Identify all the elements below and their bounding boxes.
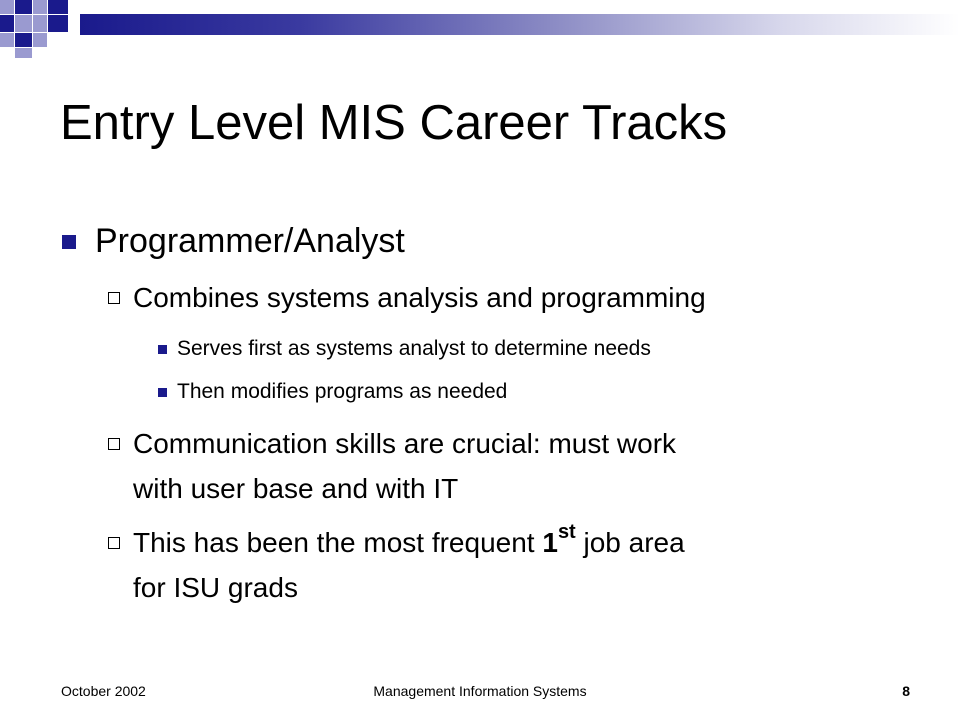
bullet-communication-line1: Communication skills are crucial: must work [133, 428, 677, 459]
bullet-combines: Combines systems analysis and programming [133, 282, 706, 313]
bullet-square-icon [62, 235, 76, 249]
bullet-small-square-icon [158, 388, 167, 397]
bullet-hollow-square-icon [108, 292, 120, 304]
bullet-programmer-analyst: Programmer/Analyst [95, 222, 405, 260]
bullet-hollow-square-icon [108, 537, 120, 549]
footer-page-number: 8 [902, 683, 910, 699]
bullet-hollow-square-icon [108, 438, 120, 450]
bullet-then-modifies: Then modifies programs as needed [177, 380, 508, 403]
slide-title: Entry Level MIS Career Tracks [60, 96, 728, 150]
footer-course: Management Information Systems [373, 683, 587, 699]
bullet-most-frequent-line2: for ISU grads [133, 572, 298, 603]
bullet-serves-first: Serves first as systems analyst to determine needs [177, 337, 651, 360]
bullet-small-square-icon [158, 345, 167, 354]
bullet-most-frequent-line1: This has been the most frequent 1st job area [133, 521, 685, 558]
footer-date: October 2002 [61, 683, 146, 699]
bullet-communication-line2: with user base and with IT [133, 473, 459, 504]
